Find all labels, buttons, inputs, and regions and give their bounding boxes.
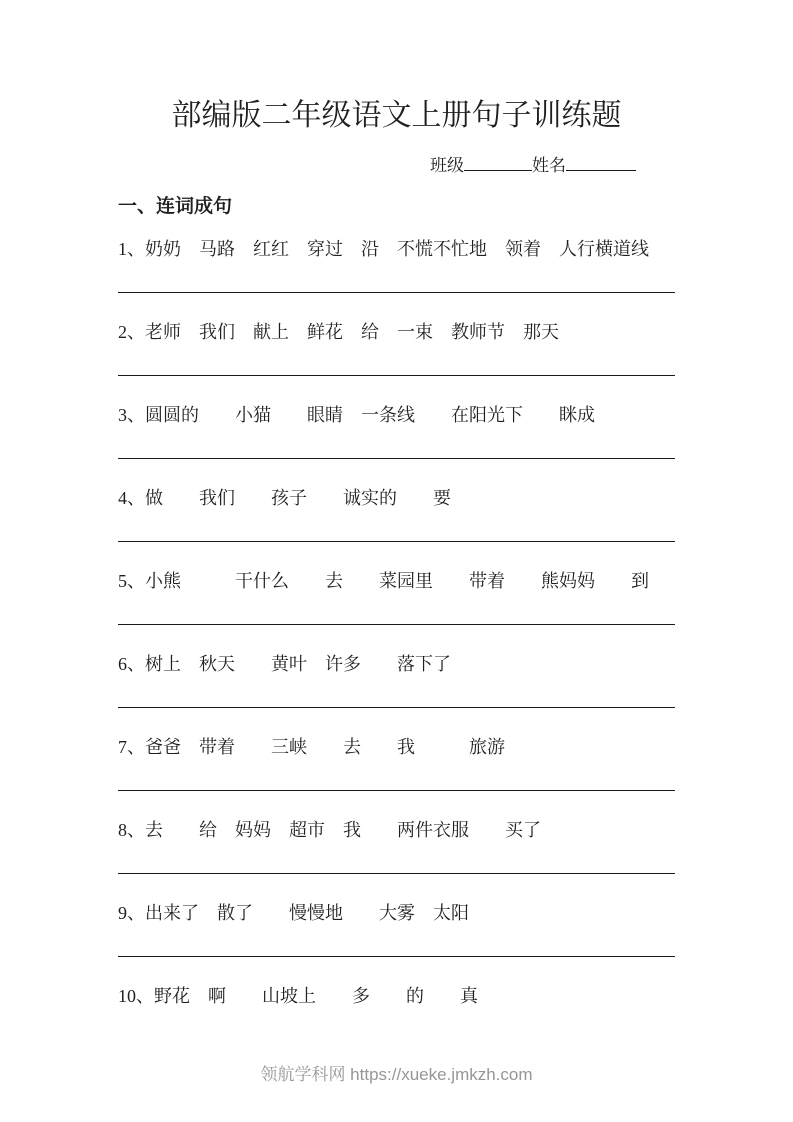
question-number: 5、 (118, 571, 145, 591)
question-number: 9、 (118, 903, 145, 923)
question-words: 做 我们 孩子 诚实的 要 (145, 488, 451, 508)
question-text (118, 237, 793, 261)
question-item (118, 403, 793, 459)
question-item (118, 984, 793, 1008)
answer-line (118, 458, 675, 459)
name-label: 姓名 (532, 156, 566, 175)
question-words: 去 给 妈妈 超市 我 两件衣服 买了 (145, 820, 541, 840)
question-item (118, 237, 793, 293)
question-words: 树上 秋天 黄叶 许多 落下了 (145, 654, 451, 674)
name-blank-field (566, 155, 636, 171)
page-title: 部编版二年级语文上册句子训练题 (171, 99, 622, 132)
question-number: 6、 (118, 654, 145, 674)
question-item (118, 320, 793, 376)
question-text (118, 486, 793, 510)
footer-watermark: 领航学科网 https://xueke.jmkzh.com (260, 1065, 533, 1084)
answer-line (118, 956, 675, 957)
questions-list (0, 237, 793, 1008)
question-text (118, 984, 793, 1008)
answer-line (118, 292, 675, 293)
question-words: 圆圆的 小猫 眼睛 一条线 在阳光下 眯成 (145, 405, 595, 425)
section-heading: 一、连词成句 (118, 196, 233, 217)
answer-line (118, 624, 675, 625)
question-number: 2、 (118, 322, 145, 342)
question-text (118, 901, 793, 925)
answer-line (118, 707, 675, 708)
question-words: 奶奶 马路 红红 穿过 沿 不慌不忙地 领着 人行横道线 (145, 239, 649, 259)
question-item (118, 486, 793, 542)
answer-line (118, 375, 675, 376)
answer-line (118, 541, 675, 542)
question-item (118, 818, 793, 874)
question-text (118, 569, 793, 593)
question-text (118, 320, 793, 344)
question-text (118, 652, 793, 676)
question-number: 3、 (118, 405, 145, 425)
question-number: 7、 (118, 737, 145, 757)
question-text (118, 818, 793, 842)
question-number: 4、 (118, 488, 145, 508)
class-label: 班级 (430, 156, 464, 175)
answer-line (118, 790, 675, 791)
question-item (118, 569, 793, 625)
class-name-row (0, 153, 793, 179)
question-words: 老师 我们 献上 鲜花 给 一束 教师节 那天 (145, 322, 559, 342)
question-number: 8、 (118, 820, 145, 840)
question-words: 出来了 散了 慢慢地 大雾 太阳 (145, 903, 469, 923)
question-item (118, 652, 793, 708)
question-number: 10、 (118, 986, 154, 1006)
question-words: 野花 啊 山坡上 多 的 真 (154, 986, 478, 1006)
question-text (118, 403, 793, 427)
question-text (118, 735, 793, 759)
question-words: 爸爸 带着 三峡 去 我 旅游 (145, 737, 505, 757)
question-item (118, 901, 793, 957)
class-blank-field (464, 155, 532, 171)
question-number: 1、 (118, 239, 145, 259)
answer-line (118, 873, 675, 874)
question-item (118, 735, 793, 791)
question-words: 小熊 干什么 去 菜园里 带着 熊妈妈 到 (145, 571, 649, 591)
